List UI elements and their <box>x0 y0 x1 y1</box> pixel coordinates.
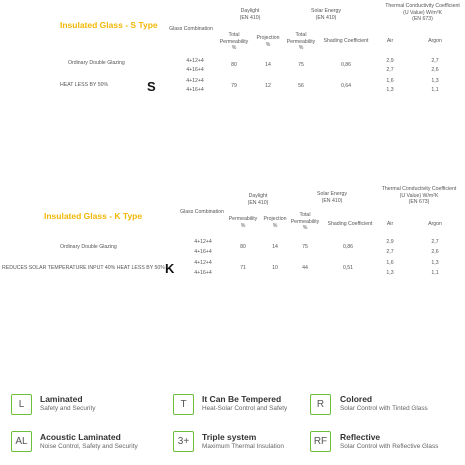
s-daylight-header: Daylight (EN 410) <box>239 8 261 21</box>
k-combo: 4+16+4 <box>194 249 212 255</box>
k-daylight-total: 71 <box>240 265 246 271</box>
k-air-header: Air <box>386 221 394 227</box>
s-solar-energy-header: Solar Energy (EN 410) <box>311 8 341 21</box>
s-thermal-header: Thermal Conductivity Coefficient (U Value) W/m²K (EN 673) <box>385 3 460 22</box>
k-daylight-projection: 14 <box>272 244 278 250</box>
s-shading: 0,64 <box>340 83 352 89</box>
s-type-marker: S <box>147 79 156 94</box>
k-air: 2,9 <box>386 239 394 245</box>
s-total-permeability-header: Total Permeability % <box>219 32 249 51</box>
k-solar-energy-header: Solar Energy (EN 410) <box>317 191 347 204</box>
s-argon: 1,1 <box>431 87 439 93</box>
s-combo: 4+16+4 <box>186 87 204 93</box>
k-argon: 2,6 <box>431 249 439 255</box>
k-argon-header: Argon <box>428 221 442 227</box>
k-shading-header: Shading Coefficient <box>327 221 373 227</box>
k-air: 2,7 <box>386 249 394 255</box>
k-shading: 0,51 <box>342 265 354 271</box>
s-argon: 2,7 <box>431 58 439 64</box>
k-solar-total: 44 <box>302 265 308 271</box>
k-permeability-header: Permeability % <box>228 216 258 229</box>
feature-subtitle: Safety and Security <box>40 405 96 412</box>
s-projection-header: Projection % <box>256 35 280 48</box>
k-daylight-projection: 10 <box>272 265 278 271</box>
k-row-label: REDUCES SOLAR TEMPERATURE INPUT 40% HEAT LESS BY 50% <box>2 265 165 271</box>
feature-subtitle: Solar Control with Tinted Glass <box>340 405 428 412</box>
feature-title: Acoustic Laminated <box>40 432 121 442</box>
s-air: 2,7 <box>386 67 394 73</box>
k-argon: 1,1 <box>431 270 439 276</box>
s-shading: 0,86 <box>340 62 352 68</box>
k-row-label: Ordinary Double Glazing <box>60 244 117 250</box>
s-row-label: Ordinary Double Glazing <box>68 60 125 66</box>
k-argon: 1,3 <box>431 260 439 266</box>
feature-subtitle: Noise Control, Safety and Security <box>40 443 138 450</box>
s-combo: 4+12+4 <box>186 78 204 84</box>
s-air-header: Air <box>386 38 394 44</box>
s-daylight-total: 80 <box>231 62 237 68</box>
k-air: 1,6 <box>386 260 394 266</box>
s-solar-total: 75 <box>298 62 304 68</box>
k-table-title: Insulated Glass - K Type <box>44 211 143 221</box>
k-type-marker: K <box>165 261 175 276</box>
s-daylight-total: 79 <box>231 83 237 89</box>
s-air: 1,3 <box>386 87 394 93</box>
feature-subtitle: Solar Control with Reflective Glass <box>340 443 439 450</box>
laminated-badge-icon: L <box>11 394 32 415</box>
acoustic-laminated-badge-icon: AL <box>11 431 32 452</box>
triple-system-badge-icon: 3+ <box>173 431 194 452</box>
feature-title: Reflective <box>340 432 381 442</box>
k-projection-header: Projection % <box>263 216 287 229</box>
s-daylight-projection: 14 <box>265 62 271 68</box>
k-combo: 4+12+4 <box>194 260 212 266</box>
s-air: 2,9 <box>386 58 394 64</box>
k-shading: 0,86 <box>342 244 354 250</box>
k-daylight-header: Daylight (EN 410) <box>247 193 269 206</box>
feature-subtitle: Heat-Solar Control and Safety <box>202 405 288 412</box>
k-solar-total-permeability-header: Total Permeability % <box>290 212 320 231</box>
k-thermal-header: Thermal Conductivity Coefficient (U Value) W/m²K (EN 673) <box>381 186 457 205</box>
k-solar-total: 75 <box>302 244 308 250</box>
s-combo: 4+16+4 <box>186 67 204 73</box>
k-combo: 4+16+4 <box>194 270 212 276</box>
s-air: 1,6 <box>386 78 394 84</box>
s-glass-combination-header: Glass Combination <box>169 26 213 32</box>
feature-subtitle: Maximum Thermal Insulation <box>202 443 284 450</box>
k-combo: 4+12+4 <box>194 239 212 245</box>
feature-title: Triple system <box>202 432 257 442</box>
s-solar-total-permeability-header: Total Permeability % <box>286 32 316 51</box>
colored-badge-icon: R <box>310 394 331 415</box>
s-shading-header: Shading Coefficient <box>323 38 369 44</box>
tempered-badge-icon: T <box>173 394 194 415</box>
s-argon-header: Argon <box>428 38 442 44</box>
s-argon: 2,6 <box>431 67 439 73</box>
s-daylight-projection: 12 <box>265 83 271 89</box>
s-row-label: HEAT LESS BY 50% <box>60 82 109 88</box>
feature-title: Laminated <box>40 394 83 404</box>
s-table-title: Insulated Glass - S Type <box>60 20 158 30</box>
feature-title: Colored <box>340 394 373 404</box>
feature-title: It Can Be Tempered <box>202 394 282 404</box>
reflective-badge-icon: RF <box>310 431 331 452</box>
k-glass-combination-header: Glass Combination <box>180 209 224 215</box>
s-combo: 4+12+4 <box>186 58 204 64</box>
k-daylight-total: 80 <box>240 244 246 250</box>
s-solar-total: 56 <box>298 83 304 89</box>
k-argon: 2,7 <box>431 239 439 245</box>
s-argon: 1,3 <box>431 78 439 84</box>
k-air: 1,3 <box>386 270 394 276</box>
